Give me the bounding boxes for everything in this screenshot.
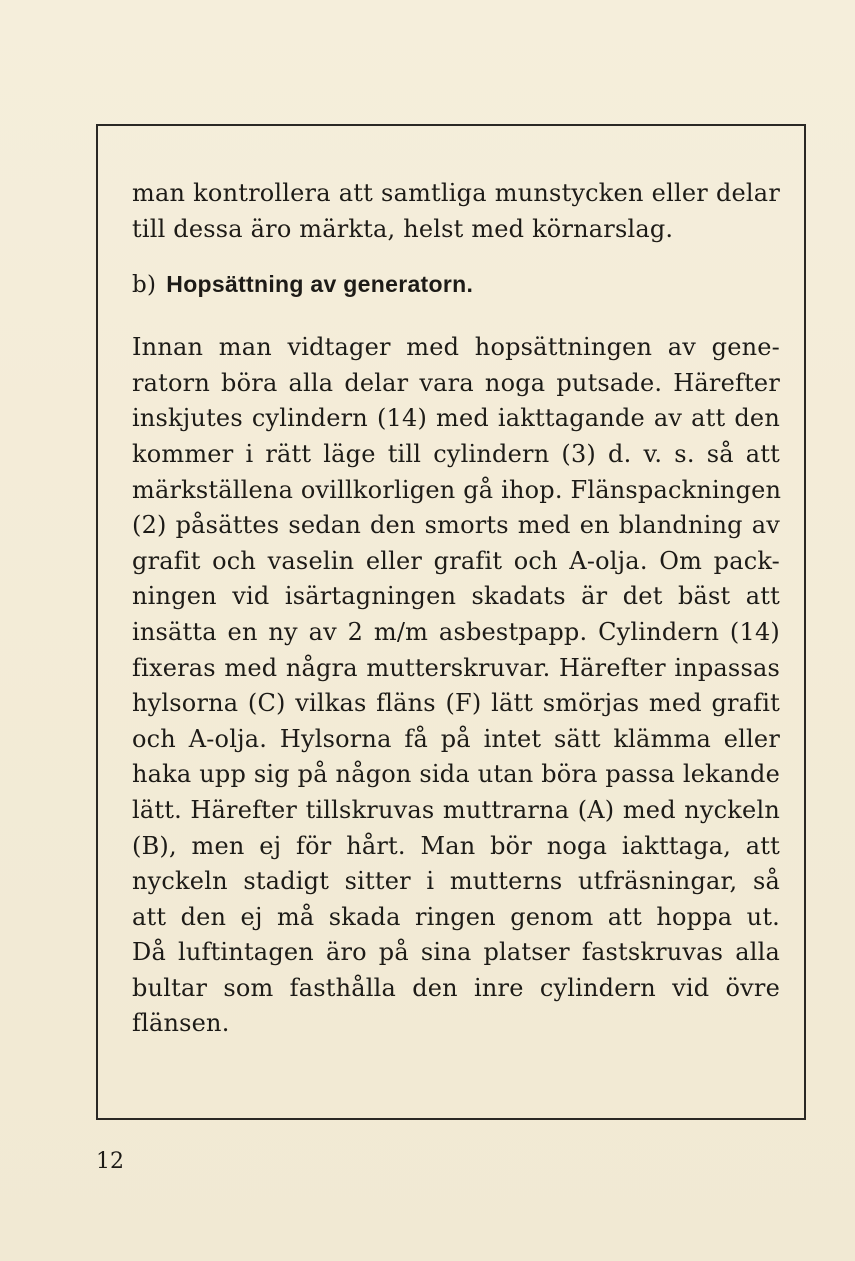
body-line: och A-olja. Hylsorna få på intet sätt klämma eller	[132, 724, 780, 753]
body-line: Innan man vidtager med hopsättningen av gene-	[132, 333, 780, 362]
body-line: haka upp sig på någon sida utan böra passa lekande	[132, 760, 781, 789]
body-line: märkställena ovillkorligen gå ihop. Flänspackningen	[132, 475, 782, 504]
body-line: hylsorna (C) vilkas fläns (F) lätt smörjas med grafit	[132, 689, 780, 718]
body-line: ratorn böra alla delar vara noga putsade. Härefter	[132, 368, 780, 397]
body-line: ningen vid isärtagningen skadats är det bäst att	[132, 582, 780, 611]
section-label: b)	[132, 272, 157, 299]
body-line: flänsen.	[132, 1009, 230, 1038]
page-number: 12	[96, 1149, 124, 1174]
intro-paragraph	[132, 176, 780, 247]
body-line: (2) påsättes sedan den smorts med en blandning av	[132, 511, 780, 540]
body-line: grafit och vaselin eller grafit och A-olja. Om pack-	[132, 546, 780, 575]
section-title: Hopsättning av generatorn.	[166, 271, 474, 298]
page-text-block	[132, 176, 780, 1042]
body-line: bultar som fasthålla den inre cylindern vid övre	[132, 973, 780, 1002]
frame-right-rule	[804, 124, 806, 1120]
body-paragraph	[132, 330, 780, 1042]
frame-top-rule	[96, 124, 806, 126]
body-line: (B), men ej för hårt. Man bör noga iakttaga, att	[132, 831, 780, 860]
section-heading	[132, 269, 780, 300]
frame-left-rule	[96, 124, 98, 1120]
frame-bottom-rule	[96, 1118, 806, 1120]
body-line: lätt. Härefter tillskruvas muttrarna (A) med nyckeln	[132, 795, 780, 824]
body-line: insätta en ny av 2 m/m asbestpapp. Cylindern (14)	[132, 617, 780, 646]
body-line: Då luftintagen äro på sina platser fastskruvas alla	[132, 938, 780, 967]
intro-line: till dessa äro märkta, helst med körnarslag.	[132, 214, 674, 243]
body-line: nyckeln stadigt sitter i mutterns utfräsningar, så	[132, 867, 780, 896]
body-line: fixeras med några mutterskruvar. Härefter inpassas	[132, 653, 780, 682]
body-line: att den ej må skada ringen genom att hoppa ut.	[132, 902, 780, 931]
intro-line: man kontrollera att samtliga munstycken eller delar	[132, 179, 780, 207]
body-line: inskjutes cylindern (14) med iakttagande av att den	[132, 404, 780, 433]
body-line: kommer i rätt läge till cylindern (3) d. v. s. så att	[132, 439, 780, 468]
